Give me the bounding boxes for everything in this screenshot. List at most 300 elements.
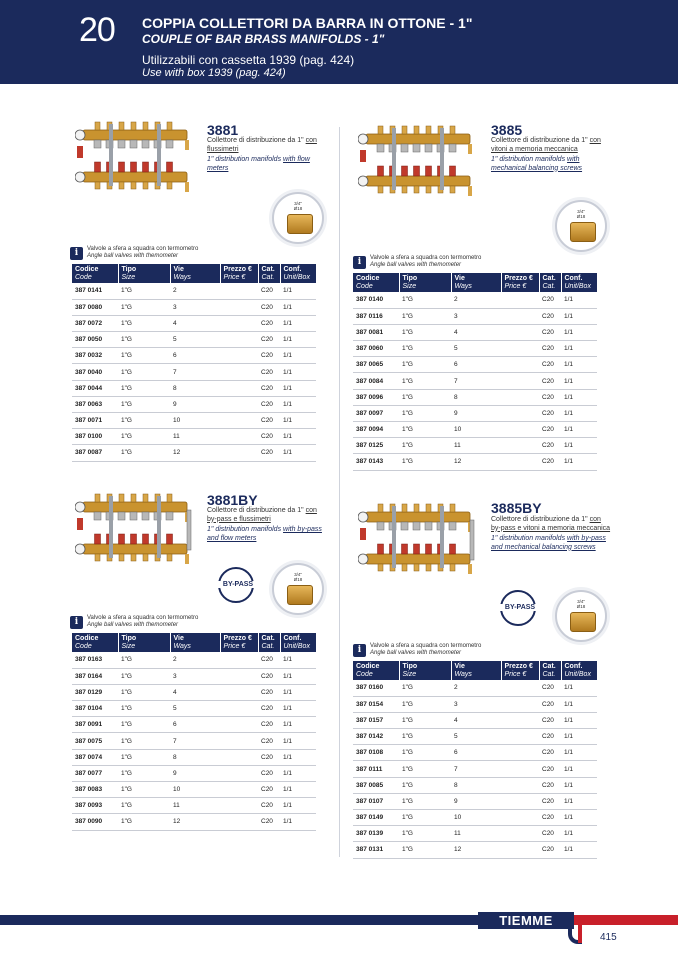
column-header-it: Conf. [564, 275, 583, 282]
note-en: Angle ball valves with themometer [370, 650, 462, 656]
table-row [353, 810, 597, 826]
table-row [72, 652, 316, 668]
table-row [353, 696, 597, 712]
table-cell-price [501, 761, 539, 777]
table-cell-conf: 1/1 [280, 445, 316, 461]
fitting-icon [570, 612, 596, 632]
table-cell-conf: 1/1 [561, 438, 597, 454]
table-cell-cat: C20 [539, 826, 561, 842]
table-cell-code: 387 0097 [353, 405, 399, 421]
table-cell-conf: 1/1 [280, 299, 316, 315]
column-divider [339, 127, 340, 857]
table-cell-conf: 1/1 [561, 373, 597, 389]
table-cell-cat: C20 [539, 842, 561, 858]
table-cell-ways: 10 [451, 422, 501, 438]
table-cell-code: 387 0032 [72, 348, 118, 364]
table-cell-cat: C20 [258, 396, 280, 412]
table-cell-ways: 4 [170, 684, 220, 700]
table-cell-price [220, 668, 258, 684]
table-cell-ways: 12 [451, 454, 501, 470]
product-description [491, 516, 611, 552]
table-cell-code: 387 0164 [72, 668, 118, 684]
column-header-it: Cat. [542, 275, 556, 282]
note-en: Angle ball valves with themometer [370, 262, 462, 268]
product-table [72, 264, 317, 462]
table-cell-cat: C20 [539, 308, 561, 324]
column-header-it: Cat. [542, 663, 556, 670]
table-cell-conf: 1/1 [280, 413, 316, 429]
table-row [72, 332, 316, 348]
table-cell-price [501, 292, 539, 308]
table-row [353, 292, 597, 308]
connection-detail-icon [555, 200, 607, 252]
table-cell-price [220, 701, 258, 717]
column-header-en: Ways [173, 642, 191, 650]
table-cell-cat: C20 [539, 341, 561, 357]
table-cell-code: 387 0157 [353, 712, 399, 728]
table-cell-conf: 1/1 [280, 283, 316, 299]
table-cell-size: 1"G [118, 396, 170, 412]
table-cell-ways: 2 [451, 292, 501, 308]
table-cell-cat: C20 [258, 380, 280, 396]
table-cell-price [220, 348, 258, 364]
table-cell-conf: 1/1 [561, 341, 597, 357]
table-cell-cat: C20 [258, 798, 280, 814]
table-cell-price [501, 680, 539, 696]
desc-en: 1" distribution manifolds [491, 535, 568, 542]
table-cell-size: 1"G [118, 701, 170, 717]
footer-hook-red [578, 915, 588, 943]
table-cell-price [501, 745, 539, 761]
desc-it: Collettore di distribuzione da 1" [207, 137, 306, 144]
table-cell-price [501, 729, 539, 745]
column-header-conf [280, 633, 316, 652]
table-cell-code: 387 0125 [353, 438, 399, 454]
table-row [72, 396, 316, 412]
product-description [491, 137, 611, 173]
table-cell-price [501, 373, 539, 389]
table-cell-conf: 1/1 [561, 389, 597, 405]
table-header [72, 264, 316, 283]
table-cell-conf: 1/1 [561, 793, 597, 809]
table-cell-code: 387 0044 [72, 380, 118, 396]
table-cell-price [501, 793, 539, 809]
table-cell-ways: 5 [170, 332, 220, 348]
table-cell-cat: C20 [539, 729, 561, 745]
table-cell-conf: 1/1 [280, 429, 316, 445]
table-cell-conf: 1/1 [561, 761, 597, 777]
table-row [72, 429, 316, 445]
table-cell-size: 1"G [118, 814, 170, 830]
table-cell-conf: 1/1 [561, 842, 597, 858]
table-cell-code: 387 0139 [353, 826, 399, 842]
column-header-size [399, 661, 451, 680]
table-cell-cat: C20 [258, 701, 280, 717]
table-cell-size: 1"G [118, 684, 170, 700]
table-cell-cat: C20 [539, 292, 561, 308]
footer-accent [574, 915, 678, 925]
table-cell-conf: 1/1 [280, 814, 316, 830]
column-header-en: Ways [454, 282, 472, 290]
table-row [72, 299, 316, 315]
column-header-it: Vie [454, 663, 465, 670]
table-cell-size: 1"G [118, 315, 170, 331]
column-header-en: Cat. [261, 642, 275, 650]
table-cell-size: 1"G [118, 765, 170, 781]
column-header-cat [258, 264, 280, 283]
table-row [72, 283, 316, 299]
manifold-image [75, 118, 195, 198]
note-en: Angle ball valves with themometer [87, 622, 179, 628]
table-cell-ways: 8 [170, 749, 220, 765]
table-cell-cat: C20 [539, 712, 561, 728]
table-cell-ways: 2 [170, 283, 220, 299]
table-cell-ways: 3 [451, 696, 501, 712]
column-header-size [118, 264, 170, 283]
table-cell-ways: 11 [451, 826, 501, 842]
bypass-badge-icon [218, 567, 254, 603]
table-cell-size: 1"G [399, 438, 451, 454]
table-cell-code: 387 0107 [353, 793, 399, 809]
brand-logo: TIEMME [478, 912, 574, 929]
table-cell-ways: 9 [451, 793, 501, 809]
table-row [72, 348, 316, 364]
column-header-it: Codice [356, 275, 380, 282]
table-cell-cat: C20 [539, 696, 561, 712]
table-cell-code: 387 0077 [72, 765, 118, 781]
table-cell-cat: C20 [258, 749, 280, 765]
table-row [353, 454, 597, 470]
column-header-en: Unit/Box [283, 273, 310, 281]
table-cell-price [220, 445, 258, 461]
table-cell-conf: 1/1 [280, 684, 316, 700]
table-cell-size: 1"G [118, 668, 170, 684]
table-row [72, 380, 316, 396]
connection-label: 3/4" Ø18 [293, 201, 303, 211]
column-header-it: Conf. [564, 663, 583, 670]
table-cell-price [220, 429, 258, 445]
column-header-size [118, 633, 170, 652]
table-cell-price [501, 696, 539, 712]
table-cell-size: 1"G [118, 717, 170, 733]
table-cell-cat: C20 [258, 765, 280, 781]
column-header-it: Prezzo € [223, 266, 252, 273]
manifold-image [358, 122, 478, 202]
column-header-it: Codice [75, 266, 99, 273]
column-header-conf [280, 264, 316, 283]
table-row [72, 413, 316, 429]
manifold-image [75, 490, 195, 570]
table-cell-size: 1"G [399, 454, 451, 470]
table-row [72, 798, 316, 814]
column-header-it: Prezzo € [504, 663, 533, 670]
table-cell-cat: C20 [539, 793, 561, 809]
table-row [353, 712, 597, 728]
table-cell-price [501, 438, 539, 454]
table-cell-ways: 10 [170, 782, 220, 798]
table-cell-ways: 2 [451, 680, 501, 696]
table-row [353, 405, 597, 421]
table-cell-code: 387 0091 [72, 717, 118, 733]
table-row [353, 308, 597, 324]
column-header-en: Code [75, 273, 92, 281]
column-header-en: Unit/Box [564, 670, 591, 678]
column-header-cat [539, 273, 561, 292]
table-cell-price [220, 733, 258, 749]
table-header [72, 633, 316, 652]
table-cell-ways: 8 [451, 389, 501, 405]
table-row [72, 765, 316, 781]
table-cell-price [501, 454, 539, 470]
table-cell-code: 387 0060 [353, 341, 399, 357]
table-cell-code: 387 0131 [353, 842, 399, 858]
table-cell-size: 1"G [399, 810, 451, 826]
table-cell-ways: 5 [451, 341, 501, 357]
column-header-size [399, 273, 451, 292]
title-en: COUPLE OF BAR BRASS MANIFOLDS - 1" [142, 32, 385, 46]
table-cell-conf: 1/1 [280, 733, 316, 749]
table-cell-ways: 12 [170, 445, 220, 461]
table-cell-price [501, 826, 539, 842]
table-cell-size: 1"G [118, 749, 170, 765]
table-cell-code: 387 0087 [72, 445, 118, 461]
table-row [353, 357, 597, 373]
info-icon: i [70, 616, 83, 629]
table-cell-ways: 7 [451, 761, 501, 777]
table-cell-cat: C20 [258, 364, 280, 380]
table-cell-code: 387 0080 [72, 299, 118, 315]
table-cell-code: 387 0065 [353, 357, 399, 373]
column-header-it: Tipo [121, 266, 137, 273]
table-cell-ways: 4 [451, 712, 501, 728]
title-it: COPPIA COLLETTORI DA BARRA IN OTTONE - 1" [142, 15, 473, 31]
table-cell-code: 387 0140 [353, 292, 399, 308]
table-cell-price [220, 396, 258, 412]
column-header-en: Cat. [261, 273, 275, 281]
column-header-it: Vie [454, 275, 465, 282]
column-header-ways [451, 661, 501, 680]
table-cell-conf: 1/1 [561, 454, 597, 470]
column-header-it: Cat. [261, 266, 275, 273]
column-header-cat [258, 633, 280, 652]
table-row [353, 373, 597, 389]
table-cell-ways: 8 [451, 777, 501, 793]
table-cell-conf: 1/1 [561, 745, 597, 761]
table-cell-ways: 11 [451, 438, 501, 454]
table-cell-size: 1"G [118, 299, 170, 315]
table-cell-size: 1"G [399, 357, 451, 373]
table-cell-size: 1"G [399, 729, 451, 745]
column-header-it: Codice [356, 663, 380, 670]
table-cell-size: 1"G [399, 373, 451, 389]
table-cell-price [501, 308, 539, 324]
table-cell-conf: 1/1 [561, 777, 597, 793]
table-cell-price [501, 810, 539, 826]
table-cell-price [220, 283, 258, 299]
note-it: Valvole a sfera a squadra con termometro [87, 246, 199, 252]
table-row [353, 389, 597, 405]
table-cell-ways: 5 [451, 729, 501, 745]
column-header-it: Vie [173, 635, 184, 642]
table-cell-price [220, 380, 258, 396]
table-row [72, 814, 316, 830]
note-en: Angle ball valves with themometer [87, 253, 179, 259]
table-cell-size: 1"G [399, 422, 451, 438]
desc-it: Collettore di distribuzione da 1" [491, 137, 590, 144]
table-cell-cat: C20 [258, 332, 280, 348]
table-row [353, 793, 597, 809]
column-header-it: Conf. [283, 266, 302, 273]
table-cell-cat: C20 [539, 454, 561, 470]
table-cell-price [220, 765, 258, 781]
column-header-ways [170, 633, 220, 652]
table-row [72, 733, 316, 749]
info-icon: i [353, 644, 366, 657]
column-header-en: Size [402, 282, 417, 290]
table-cell-conf: 1/1 [561, 422, 597, 438]
column-header-en: Size [121, 273, 136, 281]
table-cell-code: 387 0143 [353, 454, 399, 470]
desc-en: 1" distribution manifolds [207, 156, 284, 163]
chapter-number: 20 [79, 11, 115, 49]
table-cell-code: 387 0093 [72, 798, 118, 814]
column-header-cat [539, 661, 561, 680]
column-header-ways [451, 273, 501, 292]
table-cell-size: 1"G [399, 712, 451, 728]
table-row [353, 422, 597, 438]
table-cell-conf: 1/1 [561, 729, 597, 745]
connection-detail-icon [272, 563, 324, 615]
table-cell-cat: C20 [539, 389, 561, 405]
product-table [353, 661, 598, 859]
table-row [353, 842, 597, 858]
table-row [72, 364, 316, 380]
table-cell-code: 387 0108 [353, 745, 399, 761]
column-header-it: Tipo [402, 275, 418, 282]
table-cell-cat: C20 [258, 283, 280, 299]
table-cell-conf: 1/1 [280, 749, 316, 765]
bypass-label: BY-PASS [214, 581, 262, 588]
table-cell-code: 387 0116 [353, 308, 399, 324]
column-header-en: Code [356, 282, 373, 290]
table-cell-price [220, 332, 258, 348]
table-cell-ways: 6 [170, 348, 220, 364]
table-cell-conf: 1/1 [280, 652, 316, 668]
table-cell-size: 1"G [118, 782, 170, 798]
table-header [353, 273, 597, 292]
table-cell-code: 387 0104 [72, 701, 118, 717]
table-cell-cat: C20 [258, 299, 280, 315]
table-cell-conf: 1/1 [280, 782, 316, 798]
column-header-code [72, 264, 118, 283]
table-row [72, 717, 316, 733]
table-cell-size: 1"G [118, 332, 170, 348]
table-cell-size: 1"G [118, 429, 170, 445]
table-cell-size: 1"G [118, 380, 170, 396]
table-cell-size: 1"G [399, 341, 451, 357]
column-header-conf [561, 661, 597, 680]
table-cell-ways: 7 [451, 373, 501, 389]
table-cell-size: 1"G [118, 364, 170, 380]
bypass-label: BY-PASS [496, 604, 544, 611]
subtitle-it: Utilizzabili con cassetta 1939 (pag. 424) [142, 53, 355, 67]
table-cell-conf: 1/1 [561, 405, 597, 421]
table-cell-size: 1"G [399, 826, 451, 842]
table-cell-code: 387 0085 [353, 777, 399, 793]
table-cell-code: 387 0071 [72, 413, 118, 429]
product-description [207, 137, 327, 173]
table-cell-code: 387 0081 [353, 324, 399, 340]
table-cell-ways: 6 [451, 745, 501, 761]
table-cell-price [220, 749, 258, 765]
table-cell-size: 1"G [399, 324, 451, 340]
table-cell-ways: 6 [170, 717, 220, 733]
table-cell-ways: 11 [170, 798, 220, 814]
table-cell-code: 387 0149 [353, 810, 399, 826]
table-cell-price [220, 315, 258, 331]
table-cell-conf: 1/1 [280, 798, 316, 814]
table-cell-cat: C20 [258, 717, 280, 733]
table-cell-cat: C20 [539, 761, 561, 777]
table-row [353, 324, 597, 340]
desc-it-feature: con vitoni a memoria meccanica [491, 137, 601, 153]
table-cell-conf: 1/1 [280, 364, 316, 380]
column-header-it: Cat. [261, 635, 275, 642]
table-cell-conf: 1/1 [280, 315, 316, 331]
column-header-en: Ways [454, 670, 472, 678]
table-cell-conf: 1/1 [561, 308, 597, 324]
table-cell-conf: 1/1 [561, 680, 597, 696]
table-cell-code: 387 0074 [72, 749, 118, 765]
column-header-en: Ways [173, 273, 191, 281]
table-row [353, 826, 597, 842]
table-row [72, 701, 316, 717]
desc-en-feature: with by-pass and mechanical balancing screws [491, 535, 606, 551]
column-header-it: Codice [75, 635, 99, 642]
desc-en-feature: with flow meters [207, 156, 310, 172]
table-cell-size: 1"G [399, 292, 451, 308]
table-cell-conf: 1/1 [280, 701, 316, 717]
column-header-it: Prezzo € [504, 275, 533, 282]
table-cell-price [501, 712, 539, 728]
table-cell-cat: C20 [258, 429, 280, 445]
table-cell-code: 387 0096 [353, 389, 399, 405]
desc-en: 1" distribution manifolds [207, 526, 284, 533]
table-cell-code: 387 0063 [72, 396, 118, 412]
desc-it-feature: con flussimetri [207, 137, 317, 153]
info-icon: i [353, 256, 366, 269]
column-header-en: Cat. [542, 670, 556, 678]
table-cell-price [220, 684, 258, 700]
desc-it: Collettore di distribuzione da 1" [207, 507, 306, 514]
table-row [353, 680, 597, 696]
table-cell-size: 1"G [399, 745, 451, 761]
table-cell-code: 387 0040 [72, 364, 118, 380]
manifold-image [358, 500, 478, 580]
desc-en: 1" distribution manifolds [491, 156, 568, 163]
column-header-ways [170, 264, 220, 283]
column-header-price [501, 273, 539, 292]
table-cell-conf: 1/1 [561, 712, 597, 728]
table-cell-conf: 1/1 [280, 380, 316, 396]
table-cell-size: 1"G [399, 405, 451, 421]
table-cell-ways: 4 [170, 315, 220, 331]
table-cell-size: 1"G [399, 308, 451, 324]
table-header [353, 661, 597, 680]
column-header-code [353, 273, 399, 292]
column-header-code [72, 633, 118, 652]
table-cell-ways: 3 [451, 308, 501, 324]
